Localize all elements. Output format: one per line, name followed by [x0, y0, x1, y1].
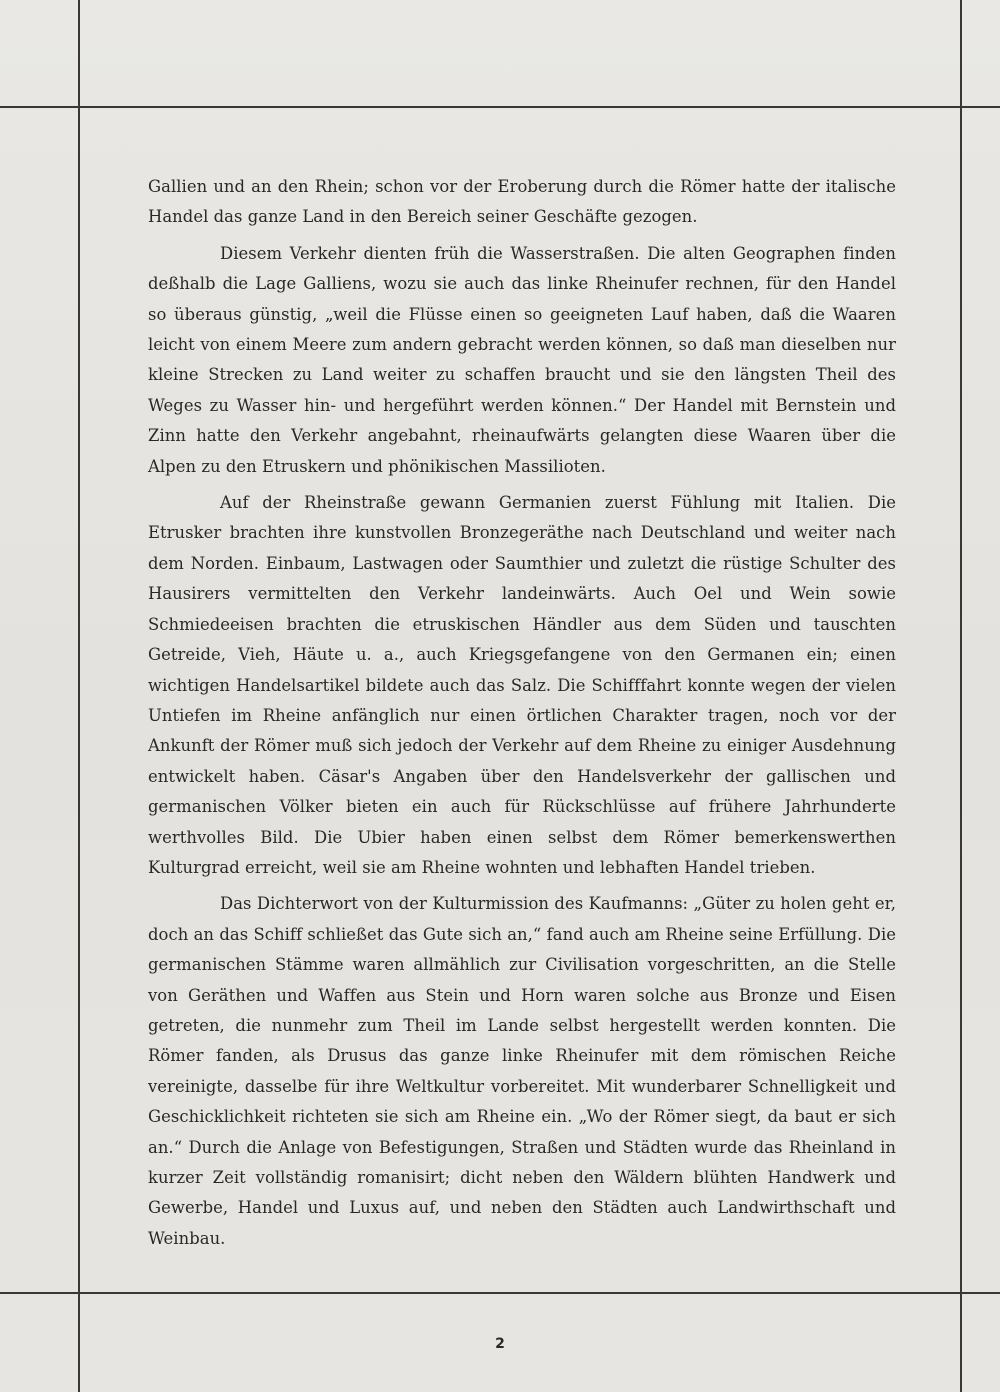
frame-line-bottom — [0, 1292, 1000, 1294]
paragraph: Das Dichterwort von der Kulturmission des Kaufmanns: „Güter zu holen geht er, doch an das Schiff schließet das Gute sich an,“ fand auch am Rheine seine Erfüllung. Die germanischen Stämme waren allmählich zur Civilisation vorgeschritten, an die Stelle von Geräthen und Waffen aus Stein und Horn waren solche aus Bronze und Eisen getreten, die nunmehr zum Theil im Lande selbst hergestellt werden konnten. Die Römer fanden, als Drusus das ganze linke Rheinufer mit dem römischen Reiche vereinigte, dasselbe für ihre Weltkultur vorbereitet. Mit wunderbarer Schnelligkeit und Geschicklichkeit richteten sie sich am Rheine ein. „Wo der Römer siegt, da baut er sich an.“ Durch die Anlage von Befestigungen, Straßen und Städten wurde das Rheinland in kurzer Zeit vollständig romanisirt; dicht neben den Wäldern blühten Handwerk und Gewerbe, Handel und Luxus auf, und neben den Städten auch Landwirthschaft und Weinbau. — [148, 894, 896, 1248]
frame-line-left — [78, 0, 80, 1392]
frame-line-right — [960, 0, 962, 1392]
paragraph: Gallien und an den Rhein; schon vor der Eroberung durch die Römer hatte der italische Handel das ganze Land in den Bereich seiner Geschäfte gezogen. — [148, 177, 896, 227]
page-number: 2 — [495, 1336, 505, 1352]
frame-line-top — [0, 106, 1000, 108]
paragraph: Auf der Rheinstraße gewann Germanien zuerst Fühlung mit Italien. Die Etrusker brachten ihre kunstvollen Bronzegeräthe nach Deutschland und weiter nach dem Norden. Einbaum, Lastwagen oder Saumthier und zuletzt die rüstige Schulter des Hausirers vermittelten den Verkehr landeinwärts. Auch Oel und Wein sowie Schmiedeeisen brachten die etruskischen Händler aus dem Süden und tauschten Getreide, Vieh, Häute u. a., auch Kriegsgefangene von den Germanen ein; einen wichtigen Handelsartikel bildete auch das Salz. Die Schifffahrt konnte wegen der vielen Untiefen im Rheine anfänglich nur einen örtlichen Charakter tragen, noch vor der Ankunft der Römer muß sich jedoch der Verkehr auf dem Rheine zu einiger Ausdehnung entwickelt haben. Cäsar's Angaben über den Handelsverkehr der gallischen und germanischen Völker bieten ein auch für Rückschlüsse auf frühere Jahrhunderte werthvolles Bild. Die Ubier haben einen selbst dem Römer bemerkenswerthen Kulturgrad erreicht, weil sie am Rheine wohnten und lebhaften Handel trieben. — [148, 493, 896, 877]
paragraph: Diesem Verkehr dienten früh die Wasserstraßen. Die alten Geographen finden deßhalb die Lage Galliens, wozu sie auch das linke Rheinufer rechnen, für den Handel so überaus günstig, „weil die Flüsse einen so geeigneten Lauf haben, daß die Waaren leicht von einem Meere zum andern gebracht werden können, so daß man dieselben nur kleine Strecken zu Land weiter zu schaffen braucht und sie den längsten Theil des Weges zu Wasser hin- und hergeführt werden können.“ Der Handel mit Bernstein und Zinn hatte den Verkehr angebahnt, rheinaufwärts gelangten diese Waaren über die Alpen zu den Etruskern und phönikischen Massilioten. — [148, 243, 896, 476]
body-text — [148, 172, 896, 1254]
